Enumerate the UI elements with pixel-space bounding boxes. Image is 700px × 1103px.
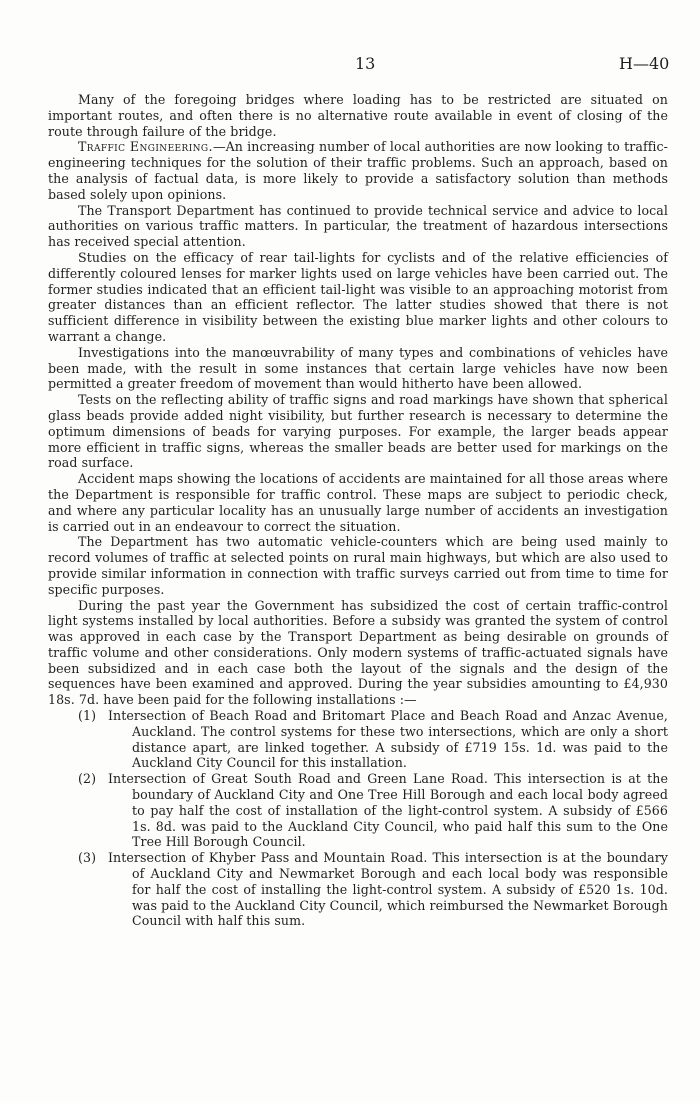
list-item-text: Intersection of Great South Road and Green Lane Road. This intersection is at the boundary of Auckland City and One Tree Hill Borough and each local body agreed to pay half the cost of installation of the light-control system. A subsidy of £566 1s. 8d. was paid to the Auckland City Council, who paid half this sum to the One Tree Hill Borough Council. (108, 771, 668, 850)
section-heading-traffic-engineering: Traffic Engineering. (78, 139, 213, 155)
paragraph-reflecting-ability: Tests on the reflecting ability of traffic signs and road markings have shown that spherical glass beads provide added night visibility, but further research is necessary to determine the optimum dimensions of beads for varying purposes. For example, the larger beads appear more efficient in traffic signs, whereas the smaller beads are better used for markings on the road surface. (48, 392, 668, 471)
paragraph-vehicle-counters: The Department has two automatic vehicle-counters which are being used mainly to record volumes of traffic at selected points on rural main highways, but which are also used to provide similar information in connection with traffic surveys carried out from time to time for specific purposes. (48, 534, 668, 597)
list-item-text: Intersection of Beach Road and Britomart Place and Beach Road and Anzac Avenue, Auckland. The control systems for these two intersections, which are only a short distance apart, are linked together. A subsidy of £719 15s. 1d. was paid to the Auckland City Council for this installation. (108, 708, 668, 771)
document-reference: H—40 (619, 54, 670, 73)
installations-list (48, 708, 668, 929)
paragraph-traffic-engineering-text: —An increasing number of local authorities are now looking to traffic-engineering techniques for the solution of their traffic problems. Such an approach, based on the analysis of factual data, is more likely to provide a satisfactory solution than methods based solely upon opinions. (48, 139, 669, 202)
paragraph-accident-maps: Accident maps showing the locations of accidents are maintained for all those areas where the Department is responsible for traffic control. These maps are subject to periodic check, and where any particular locality has an unusually large number of accidents an investigation is carried out in an endeavour to correct the situation. (48, 471, 668, 534)
list-marker: (2) (78, 771, 97, 787)
list-item (48, 708, 668, 771)
list-marker: (3) (78, 850, 97, 866)
list-item (48, 850, 668, 929)
paragraph-bridges: Many of the foregoing bridges where loading has to be restricted are situated on important routes, and often there is no alternative route available in event of closing of the route through failure of the bridge. (48, 92, 668, 139)
paragraph-tail-lights: Studies on the efficacy of rear tail-lights for cyclists and of the relative efficiencies of differently coloured lenses for marker lights used on large vehicles have been carried out. The former studies indicated that an efficient tail-light was visible to an approaching motorist from greater distances than an efficient reflector. The latter studies showed that there is not sufficient difference in visibility between the existing blue marker lights and other colours to warrant a change. (48, 249, 668, 344)
paragraph-manoeuvrability: Investigations into the manœuvrability of many types and combinations of vehicles have been made, with the result in some instances that certain large vehicles have now been permitted a greater freedom of movement than would hitherto have been allowed. (48, 344, 668, 392)
list-item (48, 771, 668, 850)
page-number: 13 (355, 54, 376, 73)
paragraph-subsidies: During the past year the Government has subsidized the cost of certain traffic-control light systems installed by local authorities. Before a subsidy was granted the system of control was approved in each case by the Transport Department as being desirable on grounds of traffic volume and other considerations. Only modern systems of traffic-actuated signals have been subsidized and in each case both the layout of the signals and the design of the sequences have been examined and approved. During the year subsidies amounting to £4,930 18s. 7d. have been paid for the following installations :— (48, 597, 668, 708)
body-text (48, 92, 668, 929)
list-marker: (1) (78, 708, 97, 724)
paragraph-traffic-engineering (48, 139, 668, 202)
list-item-text: Intersection of Khyber Pass and Mountain Road. This intersection is at the boundary of Auckland City and Newmarket Borough and each local body was responsible for half the cost of installing the light-control system. A subsidy of £520 1s. 10d. was paid to the Auckland City Council, which reimbursed the Newmarket Borough Council with half this sum. (108, 850, 668, 929)
paragraph-transport-department: The Transport Department has continued to provide technical service and advice to local authorities on various traffic matters. In particular, the treatment of hazardous intersections has received special attention. (48, 202, 668, 250)
page-header (0, 54, 700, 76)
